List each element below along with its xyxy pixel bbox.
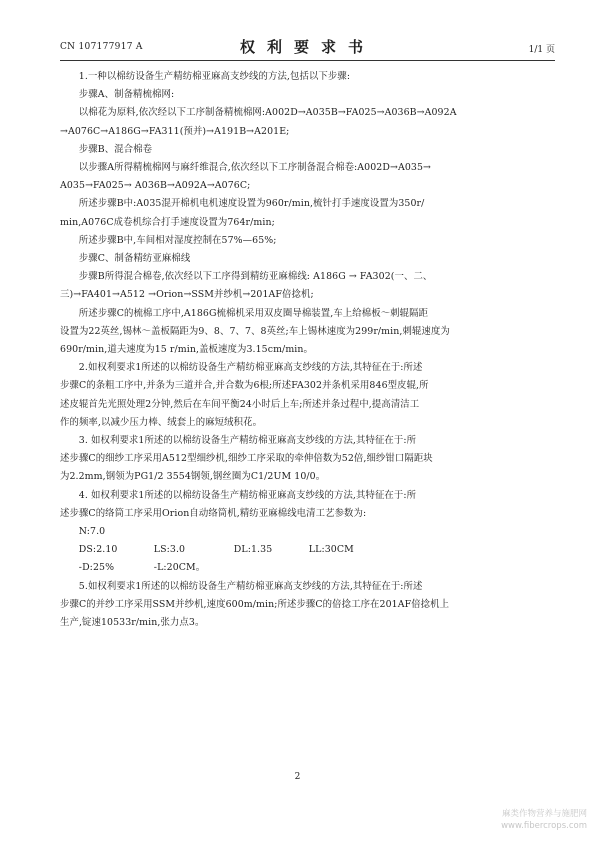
param-n: N:7.0 — [78, 526, 106, 538]
step-b-speed-1: 所述步骤B中:A035混开棉机电机速度设置为960r/min,梳针打手速度设置为350r/ — [78, 198, 425, 210]
watermark-url: www.fibercrops.com — [501, 821, 587, 831]
document-title: 权利要求书 — [239, 38, 375, 56]
claim-2-line-4: 作的频率,以减少压力棒、绒套上的麻短绒积花。 — [60, 416, 263, 428]
claim-5-line-1: 5.如权利要求1所述的以棉纺设备生产精纺棉亚麻高支纱线的方法,其特征在于:所述 — [78, 580, 423, 592]
param-ll: LL:30CM — [308, 544, 354, 556]
claim-4-line-2: 述步骤C的络筒工序采用Orion自动络筒机,精纺亚麻棉线电清工艺参数为: — [60, 507, 367, 519]
page-number: 2 — [294, 772, 301, 782]
step-b-text-2: A035→FA025→ A036B→A092A→A076C; — [60, 180, 251, 192]
site-watermark — [501, 808, 587, 832]
step-c-carding-1: 所述步骤C的梳棉工序中,A186G梳棉机采用双皮圈导棉装置,车上给棉板～刺辊隔距 — [78, 307, 429, 319]
claim-3-line-1: 3. 如权利要求1所述的以棉纺设备生产精纺棉亚麻高支纱线的方法,其特征在于:所 — [78, 435, 417, 447]
param-neg-d: -D:25% — [78, 562, 115, 574]
step-c-carding-3: 690r/min,道夫速度为15 r/min,盖板速度为3.15cm/min。 — [60, 344, 314, 356]
claim-5-line-3: 生产,锭速10533r/min,张力点3。 — [60, 617, 205, 629]
claim-2-line-1: 2.如权利要求1所述的以棉纺设备生产精纺棉亚麻高支纱线的方法,其特征在于:所述 — [78, 362, 423, 374]
claim-5-line-2: 步骤C的并纱工序采用SSM并纱机,速度600m/min;所述步骤C的倍捻工序在201AF倍捻机上 — [60, 598, 450, 610]
step-a-text-2: →A076C→A186G→FA311(预并)→A191B→A201E; — [60, 125, 290, 137]
claim-3-line-2: 述步骤C的细纱工序采用A512型细纱机,细纱工序采取的牵伸倍数为52倍,细纱钳口隔距块 — [60, 453, 433, 465]
param-dl: DL:1.35 — [233, 544, 273, 556]
claim-2-line-3: 述皮辊首先光照处理2分钟,然后在车间平衡24小时后上车;所述并条过程中,提高清洁工 — [60, 398, 420, 410]
param-row — [79, 541, 555, 559]
param-neg-l: -L:20CM。 — [153, 562, 206, 574]
step-b-text-1: 以步骤A所得精梳棉网与麻纤维混合,依次经以下工序制备混合棉卷:A002D→A035→ — [78, 162, 431, 174]
param-ds: DS:2.10 — [78, 544, 118, 556]
step-a-text-1: 以棉花为原料,依次经以下工序制备精梳棉网:A002D→A035B→FA025→A036B→A092A — [78, 107, 457, 119]
header-divider — [60, 60, 555, 61]
param-row — [79, 559, 555, 577]
step-c-text-2: 三)→FA401→A512 →Orion→SSM并纱机→201AF倍捻机; — [60, 289, 314, 301]
step-b-title: 步骤B、混合棉卷 — [78, 143, 153, 155]
claim-3-line-3: 为2.2mm,钢领为PG1/2 3554钢领,钢丝圈为C1/2UM 10/0。 — [60, 471, 326, 483]
page-indicator: 1/1 页 — [528, 45, 555, 55]
param-row — [79, 523, 555, 541]
step-c-title: 步骤C、制备精纺亚麻棉线 — [78, 253, 191, 265]
step-c-carding-2: 设置为22英丝,锡林～盖板隔距为9、8、7、7、8英丝;车上锡林速度为299r/min,刺辊速度为 — [60, 325, 450, 337]
step-a-title: 步骤A、制备精梳棉网: — [78, 89, 175, 101]
claim-2-line-2: 步骤C的条粗工序中,并条为三道并合,并合数为6根;所述FA302并条机采用846型皮辊,所 — [60, 380, 429, 392]
claim-4-line-1: 4. 如权利要求1所述的以棉纺设备生产精纺棉亚麻高支纱线的方法,其特征在于:所 — [78, 489, 417, 501]
claims-body — [60, 68, 555, 632]
step-c-text-1: 步骤B所得混合棉卷,依次经以下工序得到精纺亚麻棉线: A186G → FA302(一、二、 — [78, 271, 433, 283]
step-b-speed-2: min,A076C成卷机综合打手速度设置为764r/min; — [60, 216, 275, 228]
clearer-parameters — [60, 523, 555, 578]
step-b-humidity: 所述步骤B中,车间相对湿度控制在57%—65%; — [78, 234, 277, 246]
patent-number: CN 107177917 A — [60, 42, 143, 52]
page-header — [60, 36, 555, 60]
claim-1-intro: 1.一种以棉纺设备生产精纺棉亚麻高支纱线的方法,包括以下步骤: — [78, 71, 351, 82]
watermark-title: 麻类作物营养与施肥网 — [501, 809, 587, 819]
param-ls: LS:3.0 — [153, 544, 186, 556]
